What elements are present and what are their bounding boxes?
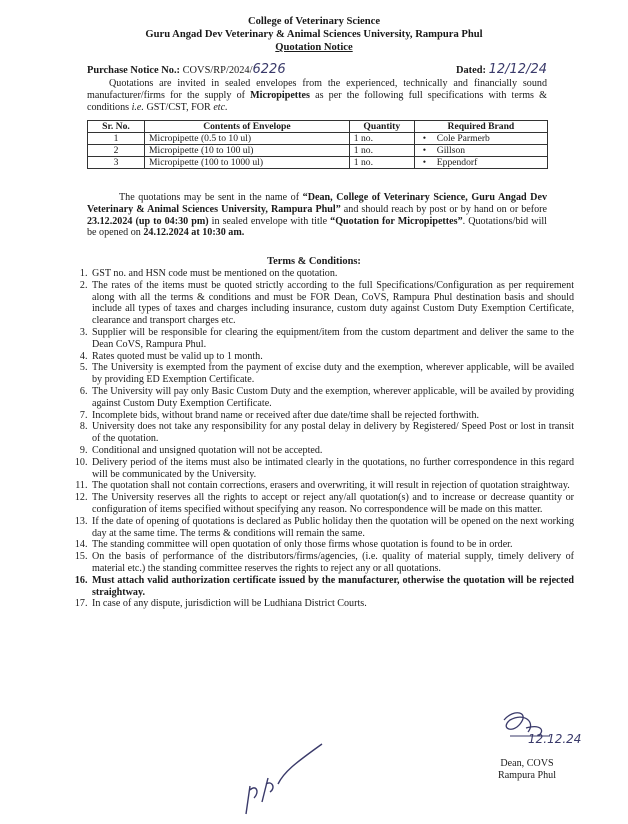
term-item: 1. GST no. and HSN code must be mentioned on the quotation. <box>90 268 574 280</box>
submission-paragraph: The quotations may be sent in the name of “Dean, College of Veterinary Science, Guru Angad Dev Veterinary & Animal Sciences University, Rampura Phul” and should reach by post or by hand on or before 23.12.2024 (up to 04:30 pm) in sealed envelope with title “Quotation for Micropipettes”. Quotations/bid will be opened on 24.12.2024 at 10:30 am. <box>87 192 548 239</box>
term-item: 5. The University is exempted from the payment of excise duty and the exemption, wherever applicable, will be availed by providing ED Exemption Certificate. <box>90 362 574 386</box>
term-item: 2. The rates of the items must be quoted strictly according to the full Specifications/Configuration as per requirement along with all the terms & conditions and must be FOR Dean, CoVS, Rampura Phul destination basis and should include all types of taxes and charges including insurance, custom duty against Custom Duty Exemption Certificate, clearance and transport charges etc. <box>90 280 574 327</box>
term-item: 12. The University reserves all the rights to accept or reject any/all quotation(s) and to increase or decrease quantity or configuration of items specified without specifying any reason. No correspondence will be made on this matter. <box>90 492 574 516</box>
university-name: Guru Angad Dev Veterinary & Animal Sciences University, Rampura Phul <box>145 29 483 40</box>
signatory-title: Dean, COVS <box>500 758 554 769</box>
header-contents: Contents of Envelope <box>145 121 350 133</box>
term-item: 9. Conditional and unsigned quotation will not be accepted. <box>90 445 574 457</box>
term-item: 4. Rates quoted must be valid up to 1 month. <box>90 351 574 363</box>
term-item: 11. The quotation shall not contain corrections, erasers and overwriting, it will result in rejection of quotation straightway. <box>90 480 574 492</box>
term-item: 7. Incomplete bids, without brand name or received after due date/time shall be rejected forthwith. <box>90 410 574 422</box>
term-item: 3. Supplier will be responsible for clearing the equipment/item from the custom department and deliver the same to the Dean CoVS, Rampura Phul. <box>90 327 574 351</box>
cell-sr: 1 <box>88 133 145 145</box>
intro-paragraph: Quotations are invited in sealed envelopes from the experienced, technically and financially sound manufacturer/firms for the supply of Micropipettes as per the following full specifications with terms & conditions i.e. GST/CST, FOR etc. <box>87 78 547 113</box>
cell-brand: • Eppendorf <box>414 157 547 169</box>
header-quantity: Quantity <box>349 121 414 133</box>
term-item: 15. On the basis of performance of the distributors/firms/agencies, (i.e. quality of material supply, timely delivery of material etc.) the standing committee reserves the rights to reject any or all quotations. <box>90 551 574 575</box>
term-item: 10. Delivery period of the items must also be intimated clearly in the quotations, no further correspondence in this regard will be communicated by the University. <box>90 457 574 481</box>
term-item: 13. If the date of opening of quotations is declared as Public holiday then the quotation will be opened on the next working day at the same time. The terms & conditions will remain the same. <box>90 516 574 540</box>
cell-sr: 2 <box>88 145 145 157</box>
items-table <box>87 120 548 169</box>
term-item: 17. In case of any dispute, jurisdiction will be Ludhiana District Courts. <box>90 598 574 610</box>
cell-content: Micropipette (10 to 100 ul) <box>145 145 350 157</box>
cell-qty: 1 no. <box>349 133 414 145</box>
notice-number-value: COVS/RP/2024/ <box>182 65 253 76</box>
cell-qty: 1 no. <box>349 145 414 157</box>
cell-brand: • Cole Parmerb <box>414 133 547 145</box>
notice-title: Quotation Notice <box>275 42 353 53</box>
signature-mark <box>490 706 610 756</box>
cell-content: Micropipette (0.5 to 10 ul) <box>145 133 350 145</box>
notice-number-label: Purchase Notice No.: <box>87 65 181 76</box>
cell-qty: 1 no. <box>349 157 414 169</box>
header-sr-no: Sr. No. <box>88 121 145 133</box>
term-item: 6. The University will pay only Basic Custom Duty and the exemption, wherever applicable, will be availed by providing against Custom Duty Exemption Certificate. <box>90 386 574 410</box>
cell-brand: • Gillson <box>414 145 547 157</box>
signature-date-handwritten: 12.12.24 <box>528 732 582 746</box>
terms-list <box>68 268 574 610</box>
dated-label: Dated: <box>455 65 486 76</box>
table-row <box>88 157 548 169</box>
table-row <box>88 133 548 145</box>
handwritten-initials-mark <box>240 740 330 820</box>
college-name: College of Veterinary Science <box>247 16 381 27</box>
header-brand: Required Brand <box>414 121 547 133</box>
bullet-icon: • <box>422 145 427 156</box>
term-item: 8. University does not take any responsibility for any postal delay in delivery by Registered/ Speed Post or lost in transit of the quotation. <box>90 421 574 445</box>
dated-field <box>456 62 547 77</box>
notice-number-handwritten: 6226 <box>252 62 286 77</box>
cell-sr: 3 <box>88 157 145 169</box>
item-name: Micropipettes <box>250 89 310 101</box>
signatory-place: Rampura Phul <box>497 770 557 781</box>
term-item: 14. The standing committee will open quotation of only those firms whose quotation is found to be in order. <box>90 539 574 551</box>
table-row <box>88 145 548 157</box>
cell-content: Micropipette (100 to 1000 ul) <box>145 157 350 169</box>
table-header-row <box>88 121 548 133</box>
signatory-block <box>482 758 572 782</box>
dated-handwritten: 12/12/24 <box>488 62 547 77</box>
term-item: 16. Must attach valid authorization certificate issued by the manufacturer, otherwise the quotation will be rejected straightway. <box>90 575 574 599</box>
bullet-icon: • <box>422 133 427 144</box>
terms-title: Terms & Conditions: <box>267 256 361 267</box>
bullet-icon: • <box>422 157 427 168</box>
